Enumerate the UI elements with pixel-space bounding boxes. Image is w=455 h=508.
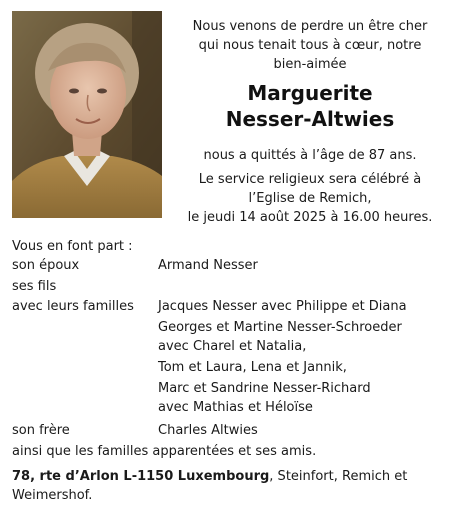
address-bold: 78, rte d’Arlon L-1150 Luxembourg bbox=[12, 469, 270, 484]
sons-label: ses fils bbox=[12, 279, 57, 294]
service-text bbox=[170, 170, 450, 227]
service-line: le jeudi 14 août 2025 à 16.00 heures. bbox=[187, 210, 433, 225]
spouse-name: Armand Nesser bbox=[158, 258, 258, 273]
intro-line: Nous venons de perdre un être cher bbox=[192, 19, 428, 34]
deceased-name bbox=[170, 80, 450, 132]
intro-text bbox=[170, 17, 450, 74]
closing-line: ainsi que les familles apparentées et ses amis. bbox=[12, 444, 317, 459]
brother-label: son frère bbox=[12, 423, 70, 438]
deceased-last-name: Nesser-Altwies bbox=[225, 107, 395, 131]
service-line: Le service religieux sera célébré à bbox=[198, 172, 422, 187]
address-rest: , Steinfort, Remich et bbox=[269, 469, 408, 484]
family-entry: Jacques Nesser avec Philippe et Diana bbox=[158, 299, 407, 314]
service-line: l’Eglise de Remich, bbox=[248, 191, 372, 206]
family-entry: avec Charel et Natalia, bbox=[158, 339, 307, 354]
brother-name: Charles Altwies bbox=[158, 423, 258, 438]
intro-line: bien-aimée bbox=[273, 57, 347, 72]
intro-line: qui nous tenait tous à cœur, notre bbox=[198, 38, 422, 53]
family-entry: Tom et Laura, Lena et Jannik, bbox=[158, 360, 347, 375]
address bbox=[12, 467, 442, 505]
address-line2: Weimershof. bbox=[12, 488, 93, 503]
family-entry: avec Mathias et Héloïse bbox=[158, 400, 313, 415]
deceased-first-name: Marguerite bbox=[247, 81, 373, 105]
family-entry: Georges et Martine Nesser-Schroeder bbox=[158, 320, 402, 335]
families-label: avec leurs familles bbox=[12, 299, 134, 314]
spouse-label: son époux bbox=[12, 258, 80, 273]
deceased-photo bbox=[12, 11, 162, 218]
family-entry: Marc et Sandrine Nesser-Richard bbox=[158, 381, 371, 396]
age-line: nous a quittés à l’âge de 87 ans. bbox=[203, 148, 417, 163]
family-header: Vous en font part : bbox=[12, 239, 133, 254]
